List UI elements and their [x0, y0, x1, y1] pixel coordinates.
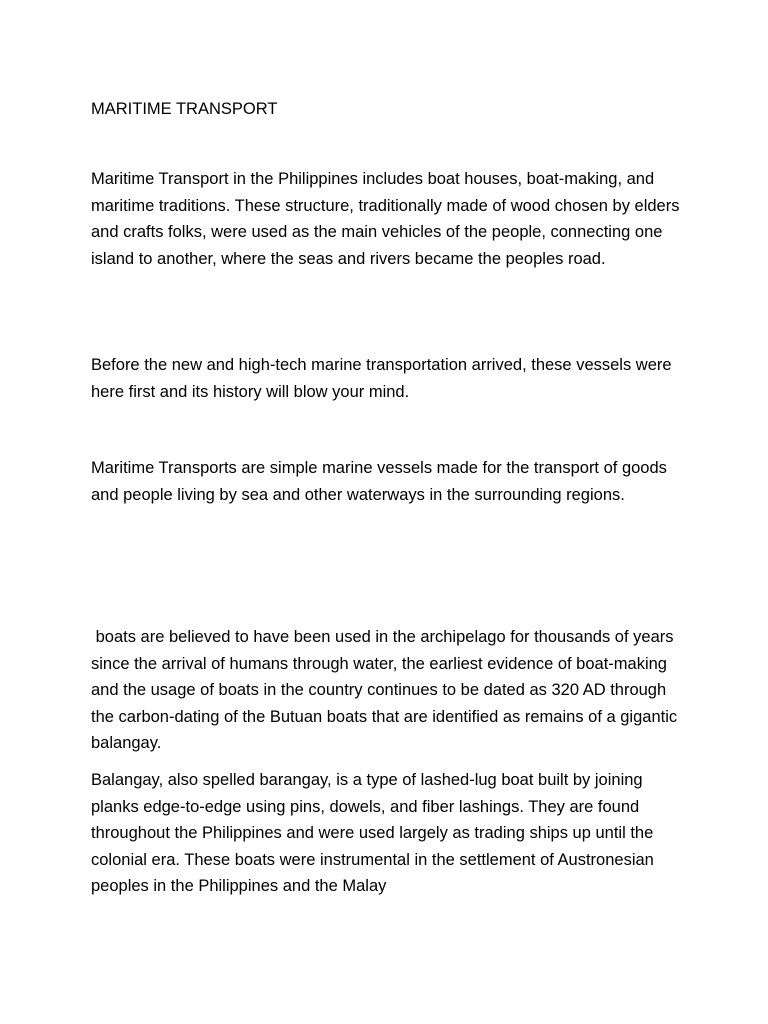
paragraph-history-hook: Before the new and high-tech marine transportation arrived, these vessels were here first and its history will blow your mind.	[91, 356, 677, 401]
paragraph-archipelago-boats: boats are believed to have been used in the archipelago for thousands of years since the arrival of humans through water, the earliest evidence of boat-making and the usage of boats in the country continues to be dated as 320 AD through the carbon-dating of the Butuan boats that are identified as remains of a gigantic balangay.	[91, 628, 682, 752]
paragraph-balangay: Balangay, also spelled barangay, is a type of lashed-lug boat built by joining planks edge-to-edge using pins, dowels, and fiber lashings. They are found throughout the Philippines and were used largely as trading ships up until the colonial era. These boats were instrumental in the settlement of Austronesian peoples in the Philippines and the Malay	[91, 771, 659, 895]
paragraph-definition: Maritime Transports are simple marine vessels made for the transport of goods and people living by sea and other waterways in the surrounding regions.	[91, 459, 672, 504]
paragraph-intro: Maritime Transport in the Philippines includes boat houses, boat-making, and maritime traditions. These structure, traditionally made of wood chosen by elders and crafts folks, were used as the main vehicles of the people, connecting one island to another, where the seas and rivers became the peoples road.	[91, 170, 685, 268]
document-title: MARITIME TRANSPORT	[91, 100, 278, 118]
